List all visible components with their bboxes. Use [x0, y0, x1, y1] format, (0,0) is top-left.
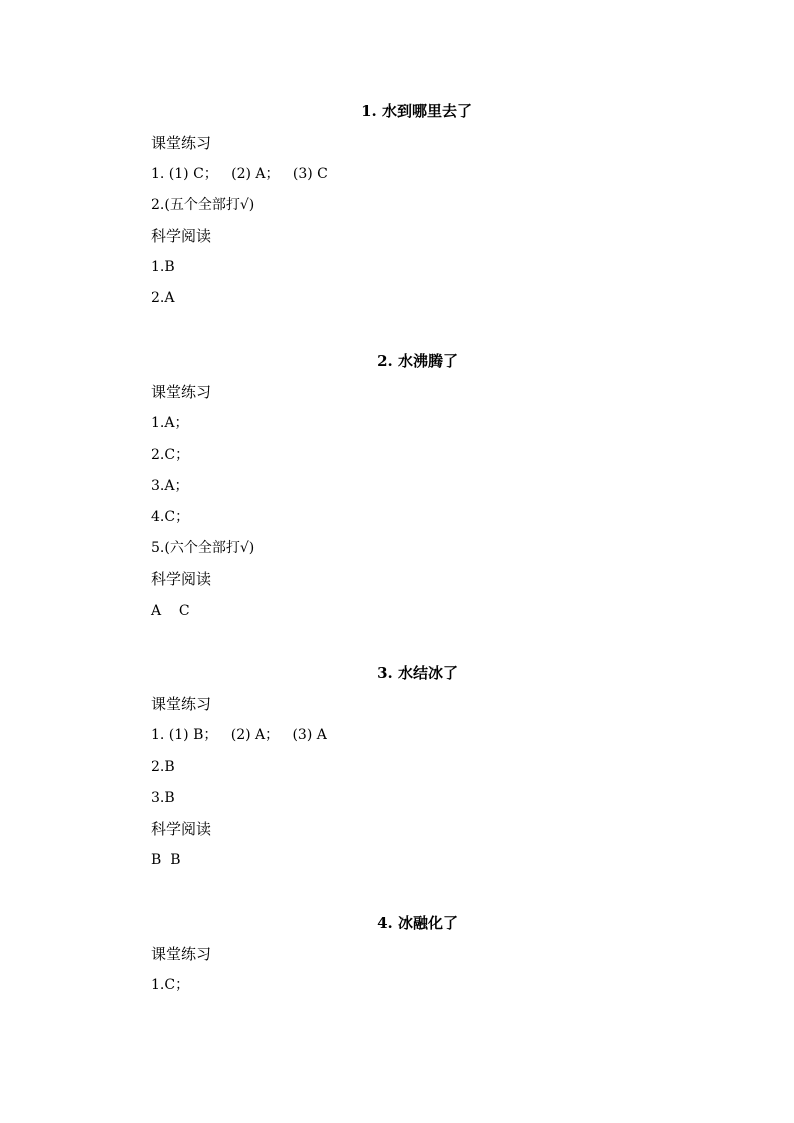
- answer-line: 3.A；: [151, 478, 189, 494]
- answer-line: 2.C；: [151, 447, 190, 463]
- section-title: 3. 水结冰了: [377, 664, 458, 682]
- answer-line: 2.A: [151, 290, 175, 306]
- answer-line: 1. (1) B； (2) A； (3) A: [151, 727, 327, 743]
- answer-line: 4.C；: [151, 509, 190, 525]
- subheading-classroom-practice: 课堂练习: [151, 383, 212, 401]
- section-title: 4. 冰融化了: [377, 914, 458, 932]
- answer-line: A C: [151, 603, 190, 619]
- answer-line: 1.C；: [151, 977, 190, 993]
- subheading-science-reading: 科学阅读: [151, 820, 212, 838]
- section-title: 2. 水沸腾了: [377, 352, 458, 370]
- answer-line: 3.B: [151, 790, 175, 806]
- subheading-classroom-practice: 课堂练习: [151, 695, 212, 713]
- answer-line: 1.B: [151, 259, 175, 275]
- section-title: 1. 水到哪里去了: [361, 102, 472, 120]
- subheading-science-reading: 科学阅读: [151, 227, 212, 245]
- answer-line: 1.A；: [151, 415, 189, 431]
- subheading-classroom-practice: 课堂练习: [151, 945, 212, 963]
- answer-line: 2.(五个全部打√): [151, 197, 255, 213]
- answer-line: 1. (1) C； (2) A； (3) C: [151, 166, 328, 182]
- subheading-classroom-practice: 课堂练习: [151, 134, 212, 152]
- answer-line: B B: [151, 852, 181, 868]
- answer-line: 5.(六个全部打√): [151, 540, 255, 556]
- answer-line: 2.B: [151, 759, 175, 775]
- subheading-science-reading: 科学阅读: [151, 570, 212, 588]
